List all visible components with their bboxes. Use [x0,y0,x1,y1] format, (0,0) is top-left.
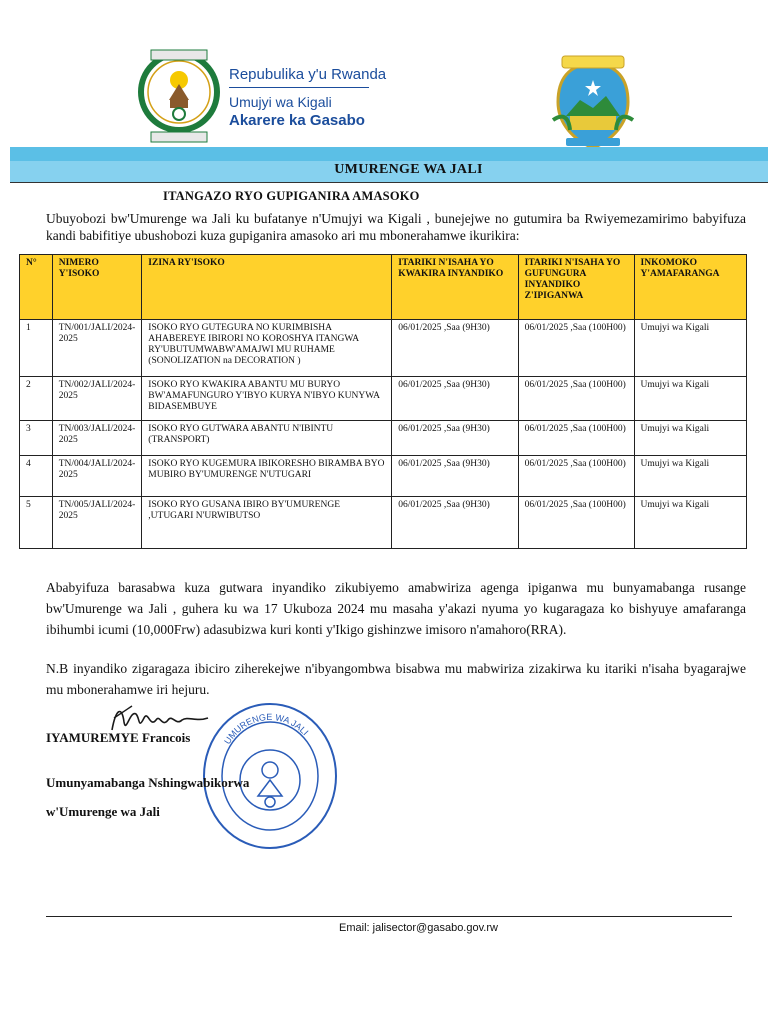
cell-tender-name: ISOKO RYO GUTEGURA NO KURIMBISHA AHABEREYE IBIRORI NO KOROSHYA ITANGWA RY'UBUTUMWABW'AMAJWI MU RUHAME (SONOLIZATION na DECORATION ) [142,320,392,377]
cell-funding-source: Umujyi wa Kigali [634,320,746,377]
title-band-accent [10,147,768,161]
cell-number: 3 [20,421,53,456]
header-country: Repubulika y'u Rwanda [229,66,387,83]
col-header-tender-name: IZINA RY'ISOKO [142,255,392,320]
notice-title: ITANGAZO RYO GUPIGANIRA AMASOKO [163,189,420,203]
cell-reference: TN/001/JALI/2024-2025 [52,320,142,377]
nb-paragraph: N.B inyandiko zigaragaza ibiciro ziherekejwe n'ibyangombwa bisabwa mu mabwiriza zizakirwa ku itariki n'isaha byagarajwe mu mbonerahamwe iri hejuru. [46,661,746,697]
cell-tender-name: ISOKO RYO GUTWARA ABANTU N'IBINTU (TRANSPORT) [142,421,392,456]
table-header-row [20,255,747,320]
cell-number: 5 [20,497,53,549]
header-city: Umujyi wa Kigali [229,94,332,110]
sector-title [0,162,777,178]
footer-rule [46,916,732,917]
cell-submission-date: 06/01/2025 ,Saa (9H30) [392,497,518,549]
cell-reference: TN/005/JALI/2024-2025 [52,497,142,549]
table-row [20,497,747,549]
cell-submission-date: 06/01/2025 ,Saa (9H30) [392,377,518,421]
intro-paragraph: Ubuyobozi bw'Umurenge wa Jali ku bufatanye n'Umujyi wa Kigali , bunejejwe no gutumira ba Rwiyemezamirimo babyifuza kandi babifitiye ubushobozi kuza gupiganira amasoko ari mu mbonerahamwe ikurikira: [46,211,746,243]
instructions-paragraph: Ababyifuza barasabwa kuza gutwara inyandiko zikubiyemo amabwiriza agenga ipiganwa mu bunyamabanga rusange bw'Umurenge wa Jali , guhera ku wa 17 Ukuboza 2024 mu masaha y'akazi nyuma yo kugaragaza ko bishyuye amafaranga ibihumbi icumi (10,000Frw) adasubizwa kuri konti y'Ikigo gishinzwe imisoro n'amahoro(RRA). [46,580,746,637]
tender-table [19,254,747,549]
cell-opening-date: 06/01/2025 ,Saa (100H00) [518,497,634,549]
col-header-number: N° [20,255,53,320]
cell-opening-date: 06/01/2025 ,Saa (100H00) [518,377,634,421]
signatory-name: IYAMUREMYE Francois [46,730,191,745]
cell-submission-date: 06/01/2025 ,Saa (9H30) [392,320,518,377]
cell-funding-source: Umujyi wa Kigali [634,421,746,456]
cell-tender-name: ISOKO RYO KWAKIRA ABANTU MU BURYO BW'AMAFUNGURO Y'IBYO KURYA N'IBYO KUNYWA BIDASEMBUYE [142,377,392,421]
signatory-title: Umunyamabanga Nshingwabikorwa [46,775,250,790]
col-header-submission-date: ITARIKI N'ISAHA YO KWAKIRA INYANDIKO [392,255,518,320]
table-row [20,377,747,421]
signatory-office: w'Umurenge wa Jali [46,804,160,819]
cell-reference: TN/002/JALI/2024-2025 [52,377,142,421]
cell-funding-source: Umujyi wa Kigali [634,377,746,421]
kigali-city-emblem-icon [548,50,638,154]
svg-text:UMURENGE WA JALI [222,712,310,746]
cell-opening-date: 06/01/2025 ,Saa (100H00) [518,421,634,456]
rwanda-coat-of-arms-icon [136,44,222,148]
cell-funding-source: Umujyi wa Kigali [634,456,746,497]
cell-number: 1 [20,320,53,377]
cell-opening-date: 06/01/2025 ,Saa (100H00) [518,456,634,497]
col-header-funding-source: INKOMOKO Y'AMAFARANGA [634,255,746,320]
cell-tender-name: ISOKO RYO GUSANA IBIRO BY'UMURENGE ,UTUGARI N'URWIBUTSO [142,497,392,549]
cell-submission-date: 06/01/2025 ,Saa (9H30) [392,456,518,497]
table-row [20,320,747,377]
cell-funding-source: Umujyi wa Kigali [634,497,746,549]
cell-opening-date: 06/01/2025 ,Saa (100H00) [518,320,634,377]
table-row [20,456,747,497]
header-institution [229,66,386,131]
cell-submission-date: 06/01/2025 ,Saa (9H30) [392,421,518,456]
header-district: Akarere ka Gasabo [229,112,365,129]
footer-email: Email: jalisector@gasabo.gov.rw [339,922,498,934]
table-row [20,421,747,456]
col-header-opening-date: ITARIKI N'ISAHA YO GUFUNGURA INYANDIKO Z'IPIGANWA [518,255,634,320]
cell-reference: TN/003/JALI/2024-2025 [52,421,142,456]
footer [0,922,777,934]
header-rule [229,87,369,88]
cell-reference: TN/004/JALI/2024-2025 [52,456,142,497]
cell-number: 4 [20,456,53,497]
sector-title-text: UMURENGE WA JALI [334,162,483,177]
stamp-text: UMURENGE WA JALI [222,711,311,746]
cell-number: 2 [20,377,53,421]
col-header-reference: NIMERO Y'ISOKO [52,255,142,320]
cell-tender-name: ISOKO RYO KUGEMURA IBIKORESHO BIRAMBA BYO MUBIRO BY'UMURENGE N'UTUGARI [142,456,392,497]
